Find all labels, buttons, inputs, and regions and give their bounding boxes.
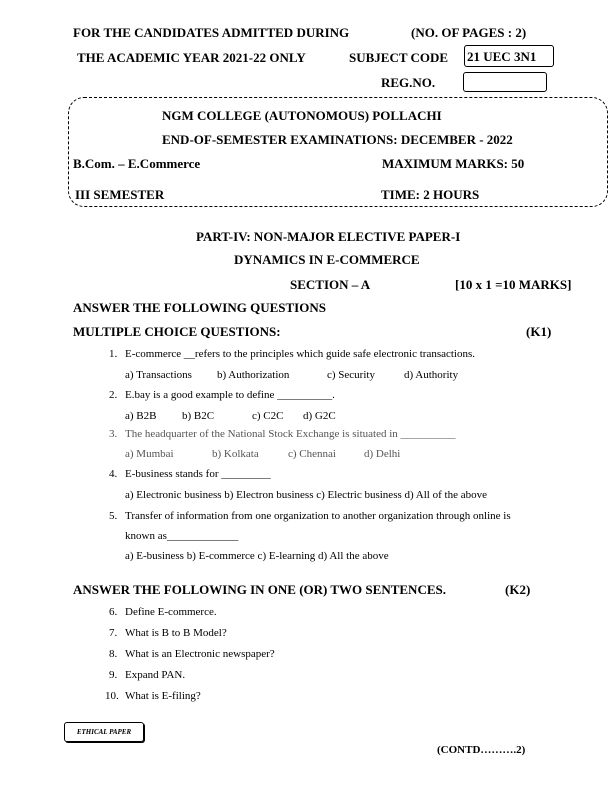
section-title: SECTION – A xyxy=(290,277,371,292)
question-number: 5. xyxy=(109,510,118,522)
instruction-heading: ANSWER THE FOLLOWING QUESTIONS xyxy=(73,300,326,315)
question-number: 6. xyxy=(109,606,118,618)
question-text-continued: known as_____________ xyxy=(125,530,239,542)
options-line: a) Electronic business b) Electron business c) Electric business d) All of the above xyxy=(125,489,487,501)
question-text: Transfer of information from one organization to another organization through online is xyxy=(125,510,511,522)
option-d: d) G2C xyxy=(303,410,336,422)
part-title: PART-IV: NON-MAJOR ELECTIVE PAPER-I xyxy=(196,229,461,244)
mcq-heading: MULTIPLE CHOICE QUESTIONS: xyxy=(73,324,281,339)
semester: III SEMESTER xyxy=(75,187,165,202)
question-text: Expand PAN. xyxy=(125,669,186,681)
option-b: b) Kolkata xyxy=(212,448,259,460)
question-number: 8. xyxy=(109,648,118,660)
question-number: 7. xyxy=(109,627,118,639)
option-a: a) Mumbai xyxy=(125,448,174,460)
options-line: a) E-business b) E-commerce c) E-learning d) All the above xyxy=(125,550,389,562)
ethical-paper-stamp: ETHICAL PAPER xyxy=(64,722,144,742)
option-c: c) Security xyxy=(327,369,375,381)
question-text: Define E-commerce. xyxy=(125,606,217,618)
option-a: a) B2B xyxy=(125,410,157,422)
question-number: 9. xyxy=(109,669,118,681)
college-name: NGM COLLEGE (AUTONOMOUS) POLLACHI xyxy=(162,108,442,123)
option-d: d) Authority xyxy=(404,369,459,381)
admission-notice: FOR THE CANDIDATES ADMITTED DURING xyxy=(73,25,350,40)
reg-no-label: REG.NO. xyxy=(381,75,436,90)
question-text: What is B to B Model? xyxy=(125,627,227,639)
exam-duration: TIME: 2 HOURS xyxy=(381,187,480,202)
option-c: c) C2C xyxy=(252,410,284,422)
page-count: (NO. OF PAGES : 2) xyxy=(411,25,527,40)
max-marks: MAXIMUM MARKS: 50 xyxy=(382,156,525,171)
continued-note: (CONTD……….2) xyxy=(437,744,526,756)
subject-code-value: 21 UEC 3N1 xyxy=(467,49,537,64)
question-text: What is an Electronic newspaper? xyxy=(125,648,275,660)
option-c: c) Chennai xyxy=(288,448,336,460)
short-answer-heading: ANSWER THE FOLLOWING IN ONE (OR) TWO SENTENCES. xyxy=(73,582,446,597)
option-b: b) B2C xyxy=(182,410,215,422)
option-d: d) Delhi xyxy=(364,448,401,460)
option-a: a) Transactions xyxy=(125,369,192,381)
paper-title: DYNAMICS IN E-COMMERCE xyxy=(234,252,420,267)
reg-no-field[interactable] xyxy=(463,72,547,92)
academic-year: THE ACADEMIC YEAR 2021-22 ONLY xyxy=(77,50,306,65)
question-text: E-business stands for _________ xyxy=(125,468,271,480)
subject-code-box xyxy=(464,45,554,67)
short-answer-level: (K2) xyxy=(505,582,531,597)
question-number: 10. xyxy=(105,690,119,702)
question-number: 4. xyxy=(109,468,118,480)
program-name: B.Com. – E.Commerce xyxy=(73,156,201,171)
mcq-level: (K1) xyxy=(526,324,552,339)
question-number: 2. xyxy=(109,389,118,401)
subject-code-label: SUBJECT CODE xyxy=(349,50,449,65)
question-number: 3. xyxy=(109,428,118,440)
section-marks: [10 x 1 =10 MARKS] xyxy=(455,277,572,292)
question-text: The headquarter of the National Stock Exchange is situated in __________ xyxy=(125,428,456,440)
question-text: What is E-filing? xyxy=(125,690,201,702)
question-text: E.bay is a good example to define __________. xyxy=(125,389,335,401)
option-b: b) Authorization xyxy=(217,369,290,381)
question-number: 1. xyxy=(109,348,118,360)
exam-title: END-OF-SEMESTER EXAMINATIONS: DECEMBER - 2022 xyxy=(162,132,513,147)
question-text: E-commerce __refers to the principles which guide safe electronic transactions. xyxy=(125,348,476,360)
